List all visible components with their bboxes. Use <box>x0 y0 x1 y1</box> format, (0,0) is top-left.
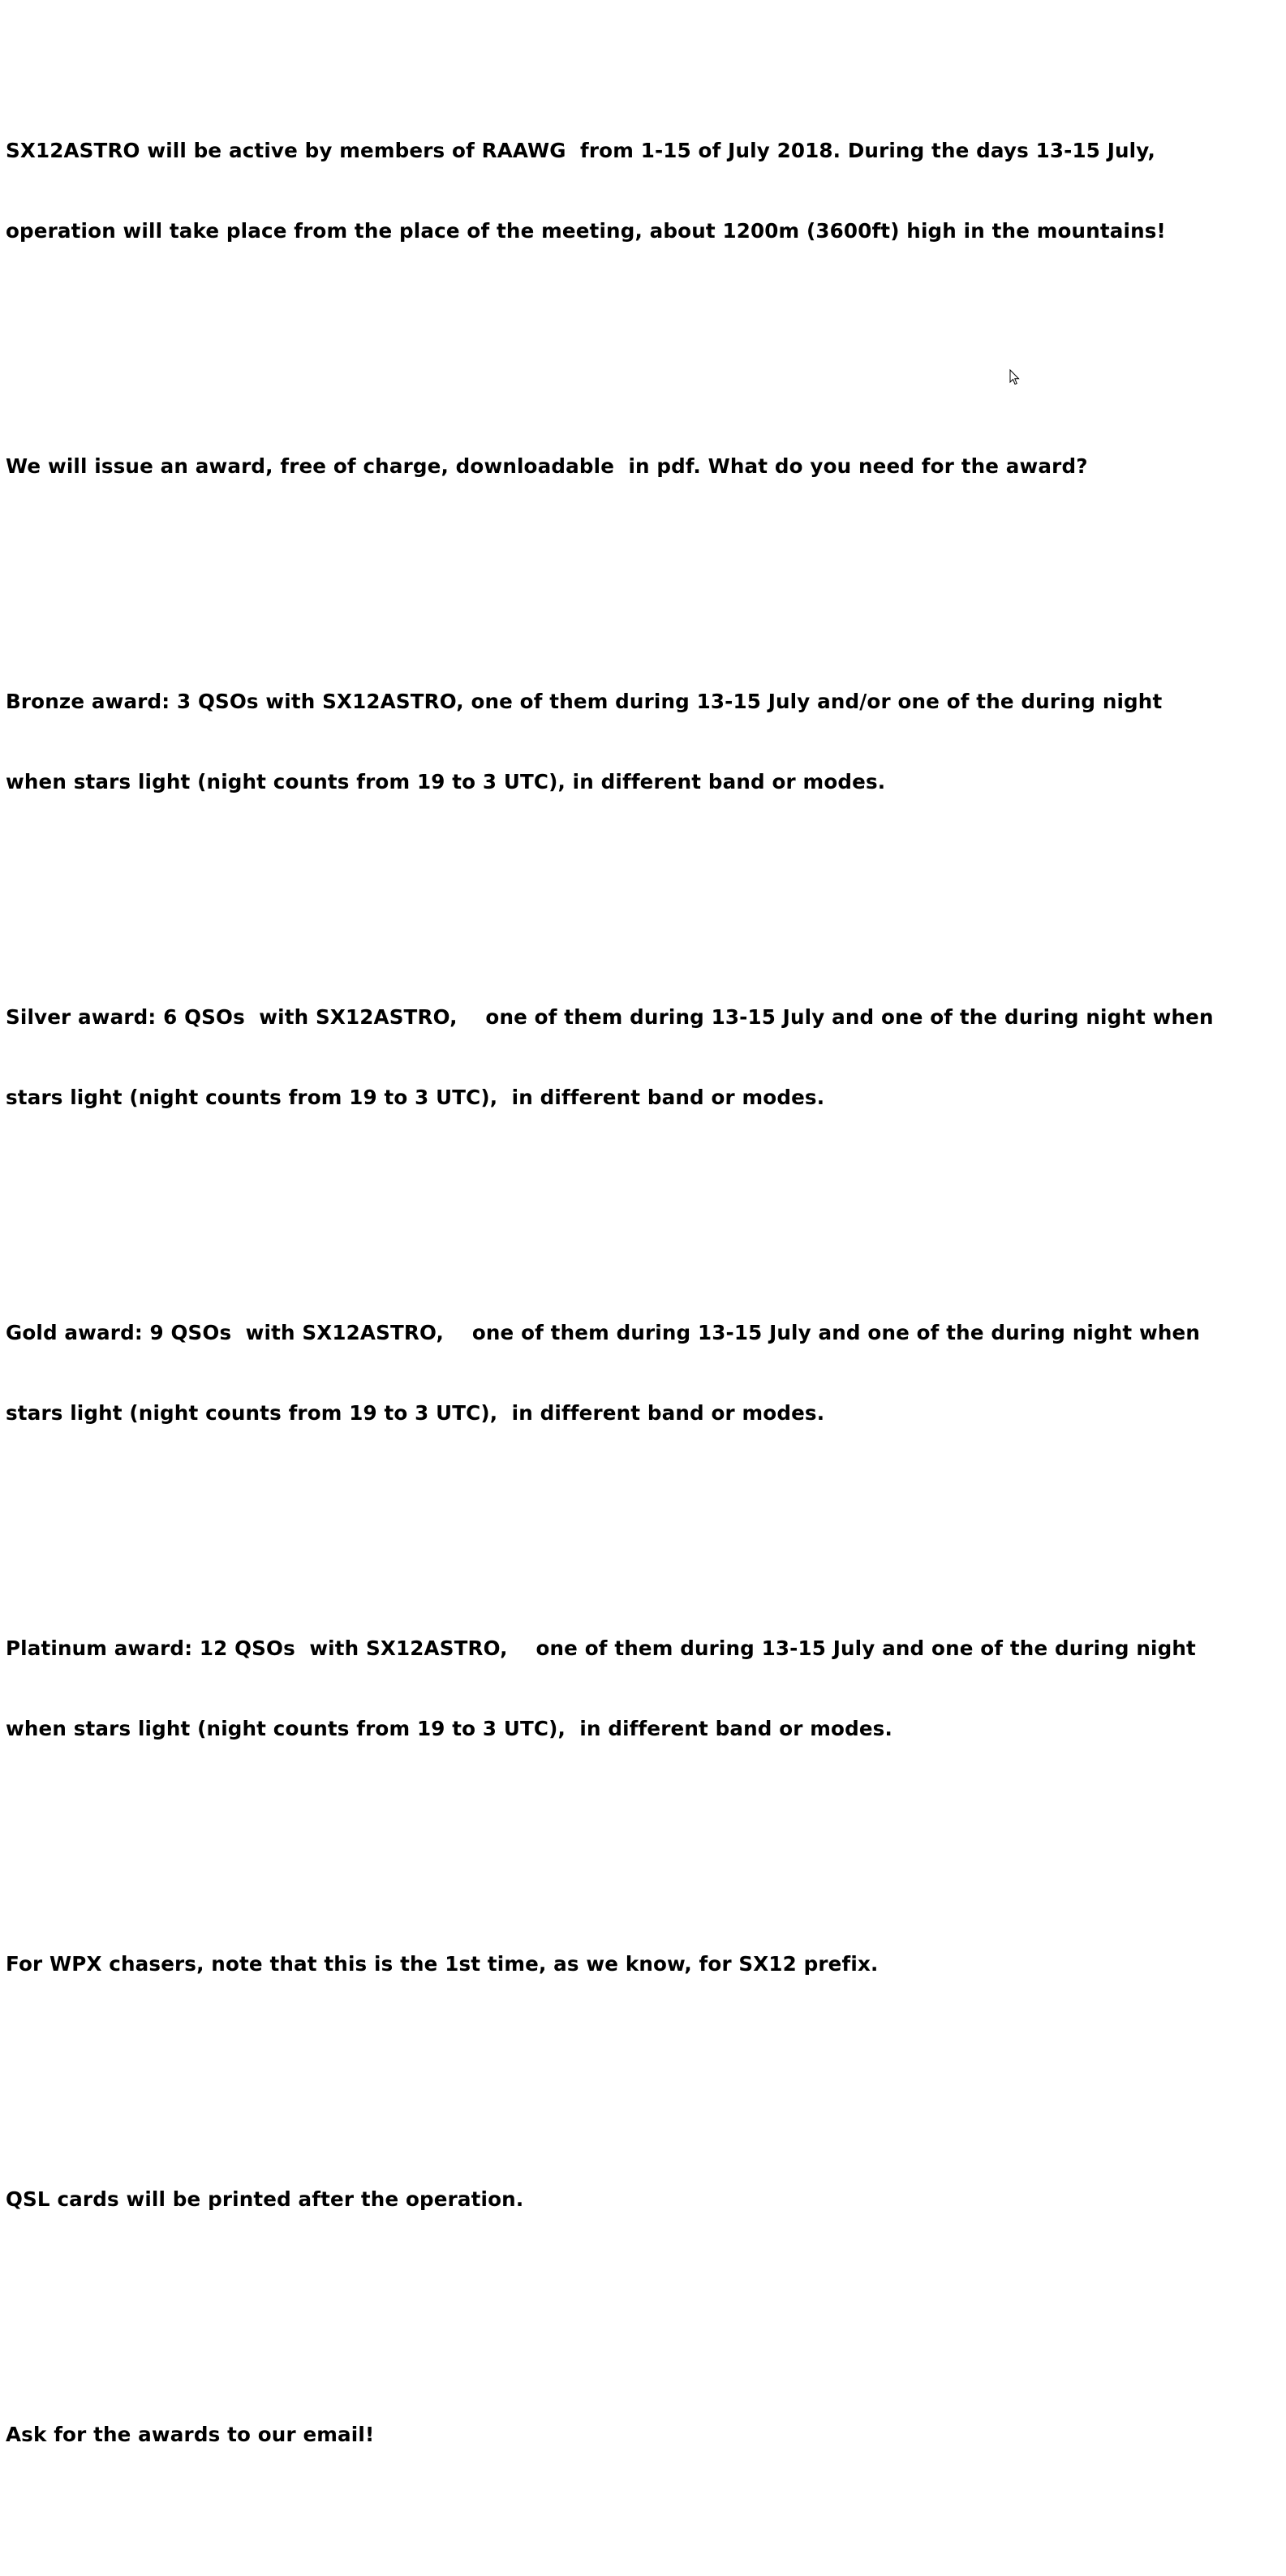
text-line: when stars light (night counts from 19 to 3 UTC), in different band or modes. <box>6 770 886 793</box>
bronze-award-paragraph <box>6 634 1281 849</box>
award-intro-paragraph <box>6 399 1281 533</box>
document-body <box>6 3 1281 2576</box>
silver-award-paragraph <box>6 950 1281 1164</box>
text-line: stars light (night counts from 19 to 3 UTC), in different band or modes. <box>6 1401 825 1425</box>
text-line: Platinum award: 12 QSOs with SX12ASTRO, one of them during 13-15 July and one of the during night <box>6 1636 1196 1660</box>
text-line: SX12ASTRO will be active by members of RAAWG from 1-15 of July 2018. During the days 13-15 July, <box>6 139 1156 162</box>
gold-award-paragraph <box>6 1266 1281 1480</box>
qsl-paragraph <box>6 2132 1281 2266</box>
mouse-pointer-icon <box>1009 369 1021 385</box>
text-line: when stars light (night counts from 19 to 3 UTC), in different band or modes. <box>6 1717 892 1740</box>
text-line: stars light (night counts from 19 to 3 UTC), in different band or modes. <box>6 1086 825 1109</box>
intro-paragraph <box>6 84 1281 298</box>
text-line: QSL cards will be printed after the operation. <box>6 2187 524 2211</box>
text-line: operation will take place from the place of the meeting, about 1200m (3600ft) high in the mountains! <box>6 219 1166 243</box>
text-line: For WPX chasers, note that this is the 1st time, as we know, for SX12 prefix. <box>6 1952 879 1976</box>
wpx-paragraph <box>6 1897 1281 2031</box>
text-line: Bronze award: 3 QSOs with SX12ASTRO, one of them during 13-15 July and/or one of the during night <box>6 690 1163 713</box>
text-line: Gold award: 9 QSOs with SX12ASTRO, one of them during 13-15 July and one of the during night when <box>6 1321 1201 1344</box>
email-paragraph <box>6 2367 1281 2501</box>
text-line: We will issue an award, free of charge, downloadable in pdf. What do you need for the award? <box>6 454 1088 478</box>
text-line: Ask for the awards to our email! <box>6 2423 375 2446</box>
text-line: Silver award: 6 QSOs with SX12ASTRO, one of them during 13-15 July and one of the during night when <box>6 1005 1214 1029</box>
platinum-award-paragraph <box>6 1581 1281 1795</box>
